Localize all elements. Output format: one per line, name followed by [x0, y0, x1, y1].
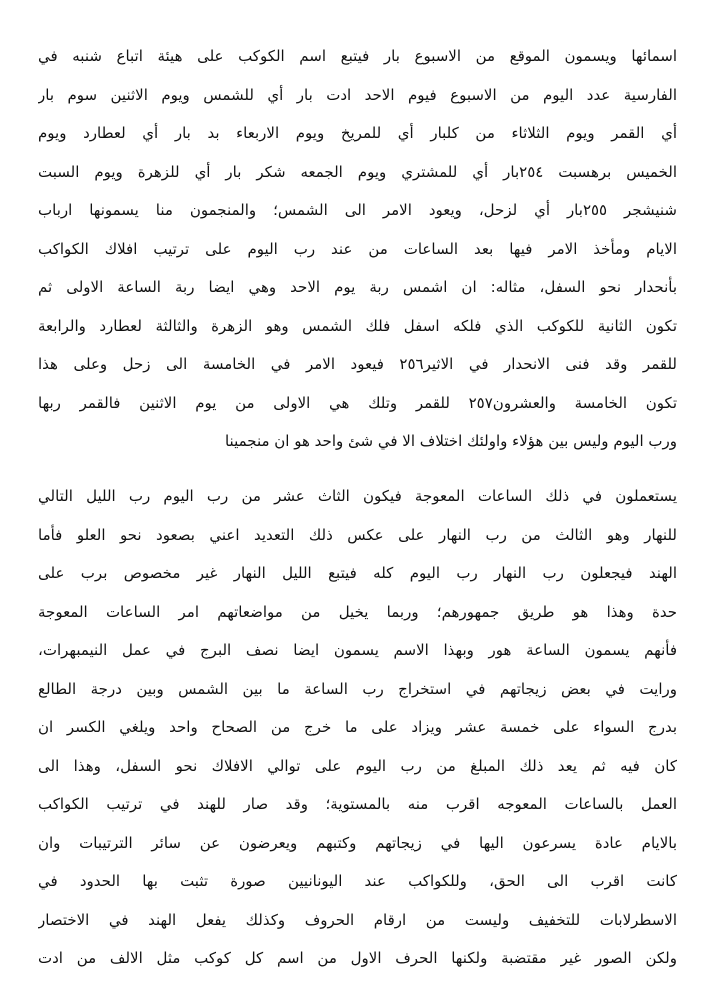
text-line: بأنحدار نحو السفل، مثاله: ان اشمس ربة يوم الاحد وهي ايضا ربة الساعة الاولى ثم — [38, 278, 677, 296]
text-line: حدة وهذا هو طريق جمهورهم؛ وربما يخيل من مواضعاتهم امر الساعات المعوجة — [38, 602, 677, 621]
text-line: للقمر وقد فنى الانحدار في الاثير٢٥٦ فيعود الامر في الخامسة الى زحل وعلى هذا — [38, 355, 677, 373]
text-line: العمل بالساعات المعوجه اقرب منه بالمستوية؛ وقد صار للهند في ترتيب الكواكب — [38, 795, 677, 813]
text-line: بدرج السواء على خمسة عشر ويزاد على ما خرج من الصحاح واحد ويلغي الكسر ان — [38, 718, 677, 736]
text-line: اسمائها ويسمون الموقع من الاسبوع بار فيتبع اسم الكوكب على هيئة اتباع شنبه في — [38, 47, 677, 65]
paragraph-2 — [38, 477, 677, 978]
text-line: الفارسية عدد اليوم من الاسبوع فيوم الاحد ادت بار أي للشمس ويوم الاثنين سوم بار — [38, 85, 677, 104]
text-line: بالايام عادة يسرعون اليها في زيجاتهم وكتبهم ويعرضون عن سائر الترتيبات وان — [38, 833, 677, 852]
text-line: شنيشجر ٢٥٥بار أي لزحل، ويعود الامر الى الشمس؛ والمنجمون منا يسمونها ارباب — [38, 201, 677, 219]
text-line: فأنهم يسمون الساعة هور وبهذا الاسم يسمون ايضا نصف البرج في عمل النيمبهرات، — [38, 641, 677, 659]
text-line: الهند فيجعلون رب النهار رب اليوم كله فيتبع الليل النهار غير مخصوص برب على — [38, 564, 677, 582]
text-line: يستعملون في ذلك الساعات المعوجة فيكون الثاث عشر من رب اليوم رب الليل التالي — [38, 487, 677, 505]
text-line: الاسطرلابات للتخفيف وليست من ارقام الحروف وكذلك يفعل الهند في الاختصار — [38, 910, 677, 929]
text-line: ولكن الصور غير مقتضبة ولكنها الحرف الاول من اسم كل كوكب مثل الالف من ادت — [38, 949, 677, 967]
text-line: ورب اليوم وليس بين هؤلاء واولئك اختلاف الا في شئ واحد هو ان منجمينا — [224, 432, 677, 450]
text-line: الخميس برهسبت ٢٥٤بار أي للمشتري ويوم الجمعه شكر بار أي للزهرة ويوم السبت — [38, 162, 677, 181]
text-line: أي القمر ويوم الثلاثاء من كلبار أي للمريخ ويوم الاربعاء بد بار أي لعطارد ويوم — [38, 124, 677, 142]
paragraph-1 — [38, 37, 677, 461]
text-line: تكون الخامسة والعشرون٢٥٧ للقمر وتلك هي الاولى من يوم الاثنين فالقمر ربها — [38, 393, 677, 412]
text-line: تكون الثانية للكوكب الذي فلكه اسفل فلك الشمس وهو الزهرة والثالثة لعطارد والرابعة — [38, 316, 677, 335]
text-line: ورايت في بعض زيجاتهم في استخراج رب الساعة ما بين الشمس وبين درجة الطالع — [38, 679, 677, 698]
text-line: كانت اقرب الى الحق، وللكواكب عند اليونانيين صورة تثبت بها الحدود في — [38, 872, 677, 890]
text-line: للنهار وهو الثالث من رب النهار على عكس ذلك التعديد اعني بصعود نحو العلو فأما — [38, 525, 677, 544]
text-line: الايام ومأخذ الامر فيها بعد الساعات من عند رب اليوم على ترتيب افلاك الكواكب — [38, 239, 677, 258]
text-line: كان فيه ثم يعد ذلك المبلغ من رب اليوم على توالي الافلاك نحو السفل، وهذا الى — [38, 756, 677, 775]
